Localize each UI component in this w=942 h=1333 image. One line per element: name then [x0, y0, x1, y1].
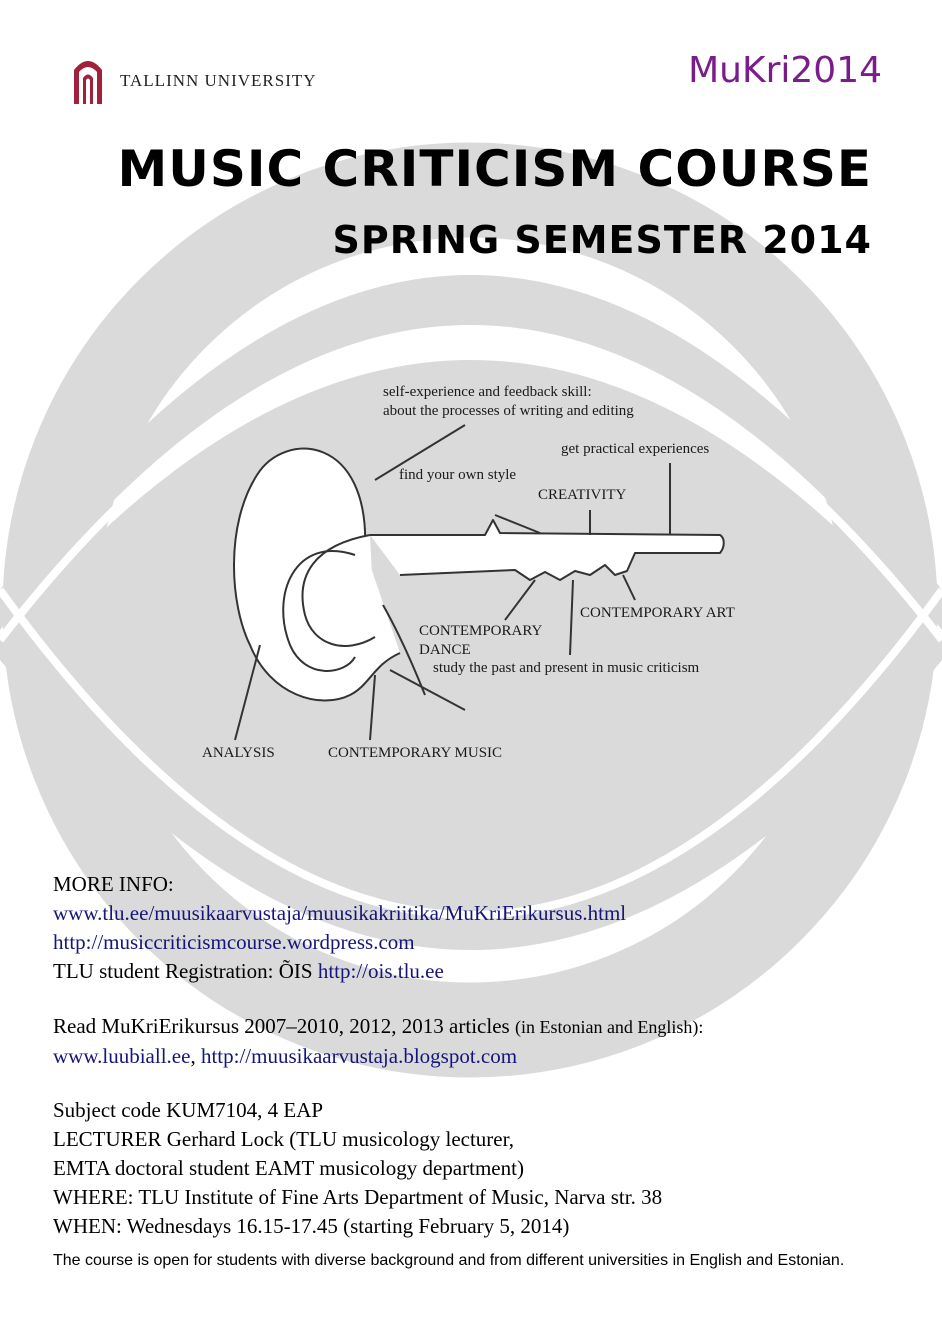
- label-dance-1: CONTEMPORARY: [419, 623, 543, 639]
- line-art: [623, 575, 635, 600]
- label-dance-2: DANCE: [419, 642, 471, 658]
- articles-block: [53, 1012, 913, 1071]
- when-line: WHEN: Wednesdays 16.15-17.45 (starting February 5, 2014): [53, 1214, 570, 1238]
- university-logo: [70, 56, 317, 106]
- read-text: Read MuKriErikursus 2007–2010, 2012, 2013 articles: [53, 1014, 515, 1038]
- subject-code: Subject code KUM7104, 4 EAP: [53, 1098, 324, 1122]
- course-page-link[interactable]: www.tlu.ee/muusikaarvustaja/muusikakriitika/MuKriErikursus.html: [53, 901, 627, 925]
- lecturer-line-1: LECTURER Gerhard Lock (TLU musicology lecturer,: [53, 1127, 515, 1151]
- label-analysis: ANALYSIS: [202, 745, 275, 761]
- ois-link[interactable]: http://ois.tlu.ee: [317, 959, 444, 983]
- label-contemporary-music: CONTEMPORARY MUSIC: [328, 745, 503, 761]
- label-self-experience-2: about the processes of writing and editing: [383, 403, 634, 419]
- more-info-heading: MORE INFO:: [53, 872, 174, 896]
- label-self-experience-1: self-experience and feedback skill:: [383, 384, 592, 400]
- line-analysis: [235, 645, 260, 740]
- arvustaja-link[interactable]: http://muusikaarvustaja.blogspot.com: [200, 1044, 518, 1068]
- page-title: MUSIC CRITICISM COURSE: [117, 140, 872, 198]
- label-contemporary-art: CONTEMPORARY ART: [580, 605, 735, 621]
- line-own-style: [495, 515, 540, 533]
- label-own-style: find your own style: [399, 467, 517, 483]
- more-info-block: [53, 870, 913, 986]
- ear-key-diagram: [195, 375, 755, 775]
- line-dance: [505, 580, 535, 620]
- lecturer-line-2: EMTA doctoral student EAMT musicology department): [53, 1156, 524, 1180]
- label-study-past: study the past and present in music criticism: [433, 660, 700, 676]
- event-tag: MuKri2014: [688, 50, 882, 91]
- university-arch-icon: [70, 56, 106, 106]
- label-practical: get practical experiences: [561, 441, 710, 457]
- line-past: [570, 580, 573, 655]
- line-music: [370, 675, 375, 740]
- course-details-block: [53, 1096, 913, 1241]
- link-separator: ,: [190, 1044, 201, 1068]
- read-note: (in Estonian and English):: [514, 1017, 704, 1037]
- page-subtitle: SPRING SEMESTER 2014: [332, 218, 872, 262]
- luubiall-link[interactable]: www.luubiall.ee: [53, 1044, 191, 1068]
- university-name: TALLINN UNIVERSITY: [120, 71, 317, 90]
- where-line: WHERE: TLU Institute of Fine Arts Department of Music, Narva str. 38: [53, 1185, 663, 1209]
- blog-link[interactable]: http://musiccriticismcourse.wordpress.com: [53, 930, 415, 954]
- registration-text: TLU student Registration: ÕIS: [53, 959, 318, 983]
- label-creativity: CREATIVITY: [538, 487, 627, 503]
- footnote: The course is open for students with diverse background and from different universities in English and Estonian.: [53, 1252, 845, 1269]
